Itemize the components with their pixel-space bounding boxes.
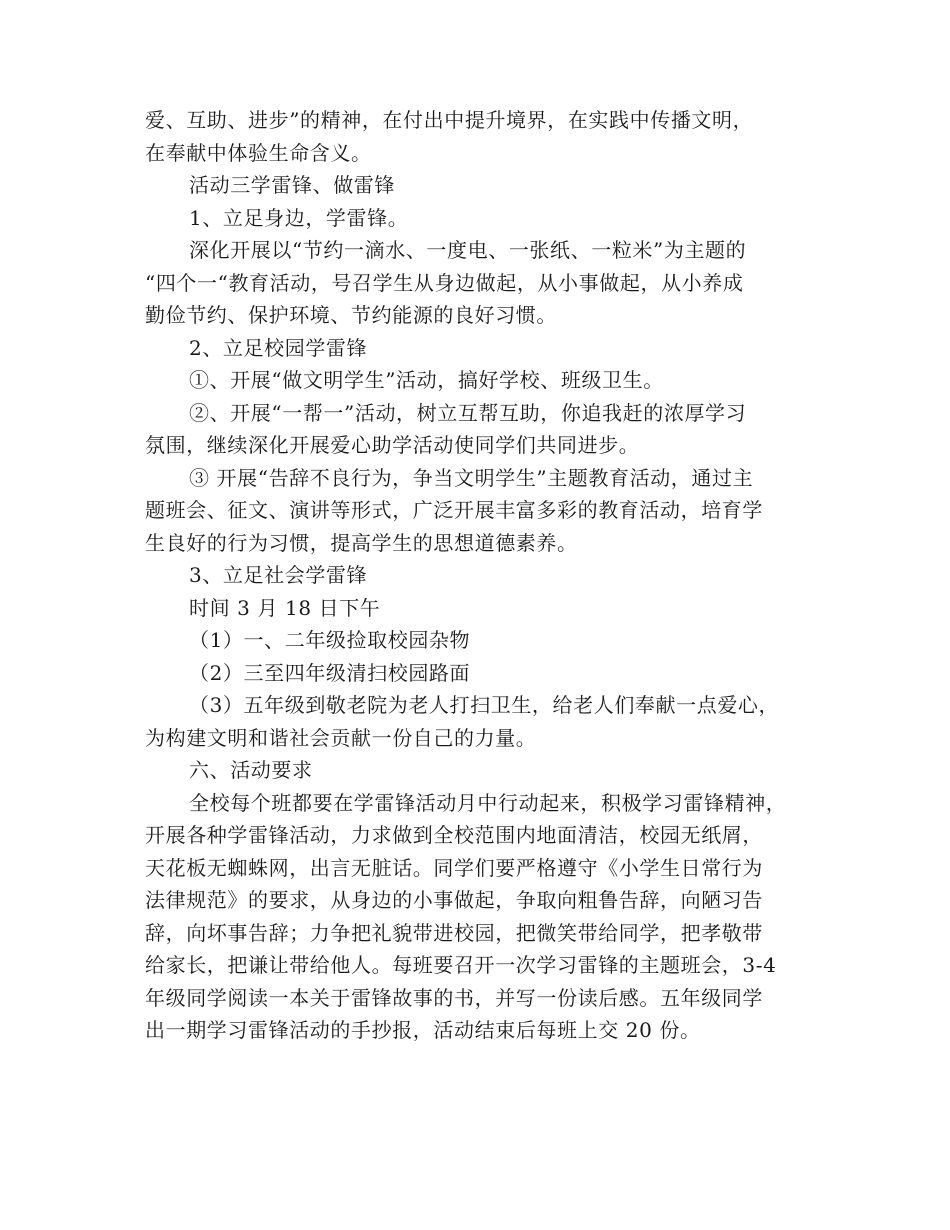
text-line: 2、立足校园学雷锋 (189, 335, 368, 360)
text-line: 开展各种学雷锋活动，力求做到全校范围内地面清洁，校园无纸屑， (145, 823, 763, 847)
text-line: 辞，向坏事告辞；力争把礼貌带进校园，把微笑带给同学，把孝敬带 (145, 920, 763, 945)
text-line: “四个一“教育活动，号召学生从身边做起，从小事做起，从小养成 (145, 270, 744, 295)
paragraph (145, 332, 810, 365)
text-line: ③ 开展“告辞不良行为，争当文明学生”主题教育活动，通过主 (189, 465, 754, 490)
text-line: 生良好的行为习惯，提高学生的思想道德素养。 (145, 530, 578, 555)
text-line: 1、立足身边，学雷锋。 (189, 205, 409, 230)
text-line: 爱、互助、进步”的精神，在付出中提升境界，在实践中传播文明， (145, 108, 754, 132)
text-line: 法律规范》的要求，从身边的小事做起，争取向粗鲁告辞，向陋习告 (145, 888, 763, 912)
paragraph (145, 462, 810, 495)
text-line: 在奉献中体验生命含义。 (145, 140, 372, 165)
paragraph (145, 787, 810, 820)
text-line: 活动三学雷锋、做雷锋 (189, 173, 395, 197)
text-line: 六、活动要求 (189, 758, 313, 782)
text-line: 年级同学阅读一本关于雷锋故事的书，并写一份读后感。五年级同学 (145, 985, 763, 1010)
text-line: 深化开展以“节约一滴水、一度电、一张纸、一粒米”为主题的 (189, 238, 747, 262)
text-line: 出一期学习雷锋活动的手抄报，活动结束后每班上交 20 份。 (145, 1018, 701, 1042)
paragraph (145, 624, 810, 657)
paragraph (145, 754, 810, 787)
paragraph (145, 494, 810, 559)
text-line: 时间 3 月 18 日下午 (189, 595, 381, 620)
text-line: （1）一、二年级捡取校园杂物 (189, 628, 471, 652)
text-line: 给家长，把谦让带给他人。每班要召开一次学习雷锋的主题班会，3-4 (145, 953, 777, 977)
text-line: ②、开展“一帮一”活动，树立互帮互助，你追我赶的浓厚学习 (189, 400, 747, 425)
text-line: 题班会、征文、演讲等形式，广泛开展丰富多彩的教育活动，培育学 (145, 498, 763, 522)
paragraph (145, 364, 810, 397)
text-line: 全校每个班都要在学雷锋活动月中行动起来，积极学习雷锋精神， (189, 790, 787, 815)
text-line: 勤俭节约、保护环境、节约能源的良好习惯。 (145, 303, 557, 327)
paragraph (145, 689, 810, 722)
paragraph (145, 234, 810, 267)
text-line: （2）三至四年级清扫校园路面 (189, 660, 471, 685)
text-line: 3、立足社会学雷锋 (189, 563, 368, 587)
paragraph (145, 559, 810, 592)
text-line: ①、开展“做文明学生”活动，搞好学校、班级卫生。 (189, 368, 664, 392)
paragraph (145, 722, 810, 755)
paragraph (145, 592, 810, 625)
paragraph (145, 397, 810, 430)
paragraph (145, 169, 810, 202)
paragraph (145, 267, 810, 332)
paragraph (145, 657, 810, 690)
text-line: 氛围，继续深化开展爱心助学活动使同学们共同进步。 (145, 433, 640, 457)
paragraph (145, 104, 810, 169)
paragraph (145, 819, 810, 1047)
document-body (145, 104, 810, 1047)
text-line: 为构建文明和谐社会贡献一份自己的力量。 (145, 725, 537, 750)
text-line: 天花板无蜘蛛网，出言无脏话。同学们要严格遵守《小学生日常行为 (145, 855, 763, 880)
paragraph (145, 202, 810, 235)
paragraph (145, 429, 810, 462)
text-line: （3）五年级到敬老院为老人打扫卫生，给老人们奉献一点爱心， (189, 693, 780, 717)
